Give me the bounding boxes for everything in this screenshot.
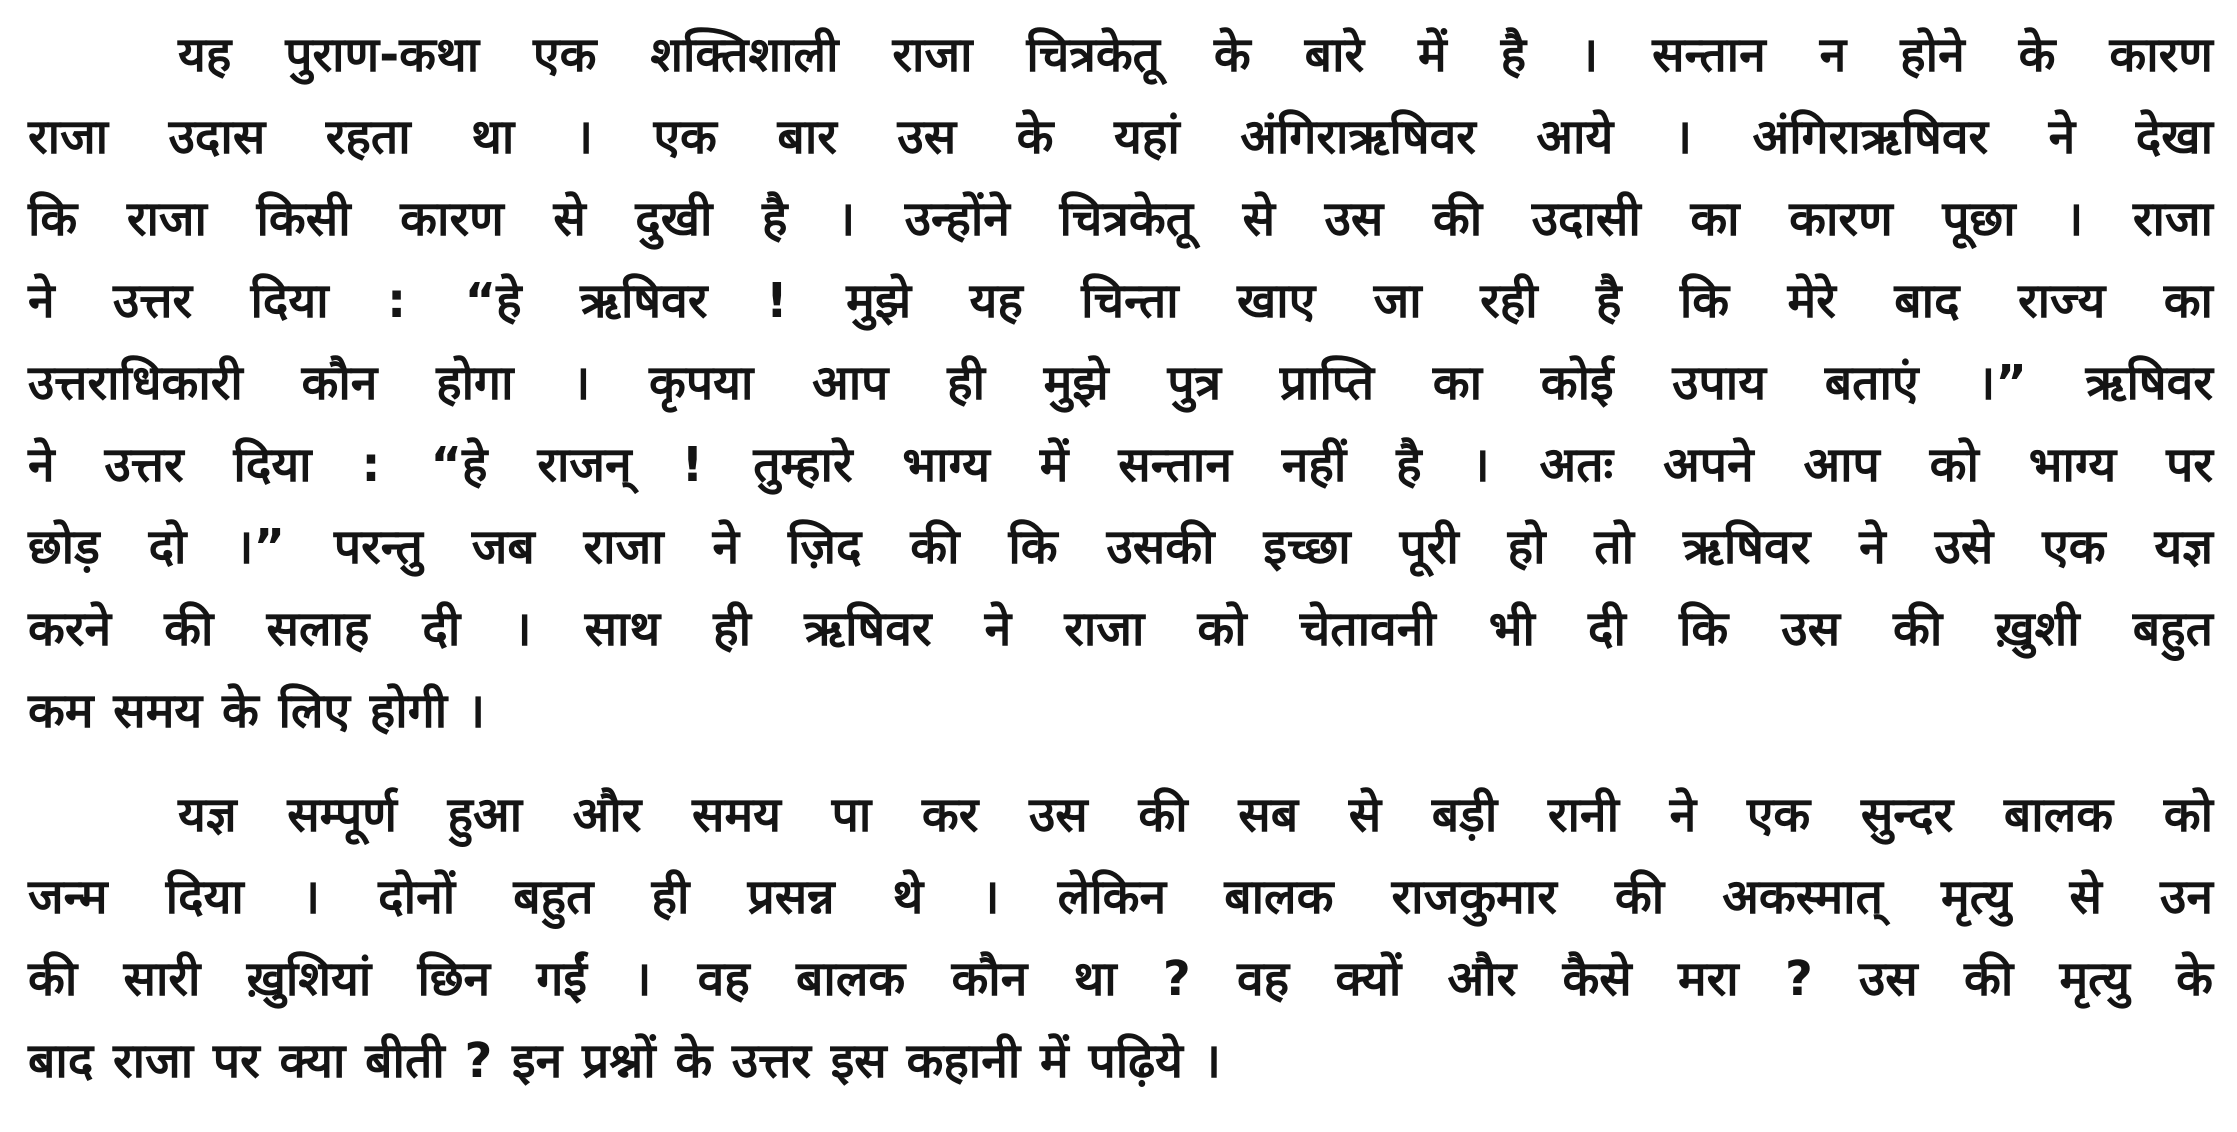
text-line: कम समय के लिए होगी । xyxy=(28,683,486,739)
text-line: की सारी ख़ुशियां छिन गईं । वह बालक कौन था ? वह क्यों और कैसे मरा ? उस की मृत्यु के xyxy=(28,951,2213,1007)
text-line: बाद राजा पर क्या बीती ? इन प्रश्नों के उत्तर इस कहानी में पढ़िये । xyxy=(28,1033,1221,1089)
text-line: जन्म दिया । दोनों बहुत ही प्रसन्न थे । लेकिन बालक राजकुमार की अकस्मात् मृत्यु से उन xyxy=(28,869,2213,925)
text-line: ने उत्तर दिया : “हे ऋषिवर ! मुझे यह चिन्ता खाए जा रही है कि मेरे बाद राज्य का xyxy=(28,273,2213,329)
text-line: यज्ञ सम्पूर्ण हुआ और समय पा कर उस की सब से बड़ी रानी ने एक सुन्दर बालक को xyxy=(178,787,2213,843)
text-line: यह पुराण-कथा एक शक्तिशाली राजा चित्रकेतू के बारे में है । सन्तान न होने के कारण xyxy=(178,27,2213,83)
text-line: राजा उदास रहता था । एक बार उस के यहां अंगिराऋषिवर आये । अंगिराऋषिवर ने देखा xyxy=(28,109,2213,165)
document-page xyxy=(28,14,2213,1114)
text-line: छोड़ दो ।” परन्तु जब राजा ने ज़िद की कि उसकी इच्छा पूरी हो तो ऋषिवर ने उसे एक यज्ञ xyxy=(28,519,2213,575)
text-line: उत्तराधिकारी कौन होगा । कृपया आप ही मुझे पुत्र प्राप्ति का कोई उपाय बताएं ।” ऋषिवर xyxy=(28,355,2213,411)
text-line: कि राजा किसी कारण से दुखी है । उन्होंने चित्रकेतू से उस की उदासी का कारण पूछा । राजा xyxy=(28,191,2213,247)
paragraph-2 xyxy=(28,774,2213,1102)
text-line: ने उत्तर दिया : “हे राजन् ! तुम्हारे भाग्य में सन्तान नहीं है । अतः अपने आप को भाग्य पर xyxy=(28,437,2213,493)
text-line: करने की सलाह दी । साथ ही ऋषिवर ने राजा को चेतावनी भी दी कि उस की ख़ुशी बहुत xyxy=(28,601,2213,657)
paragraph-1 xyxy=(28,14,2213,752)
